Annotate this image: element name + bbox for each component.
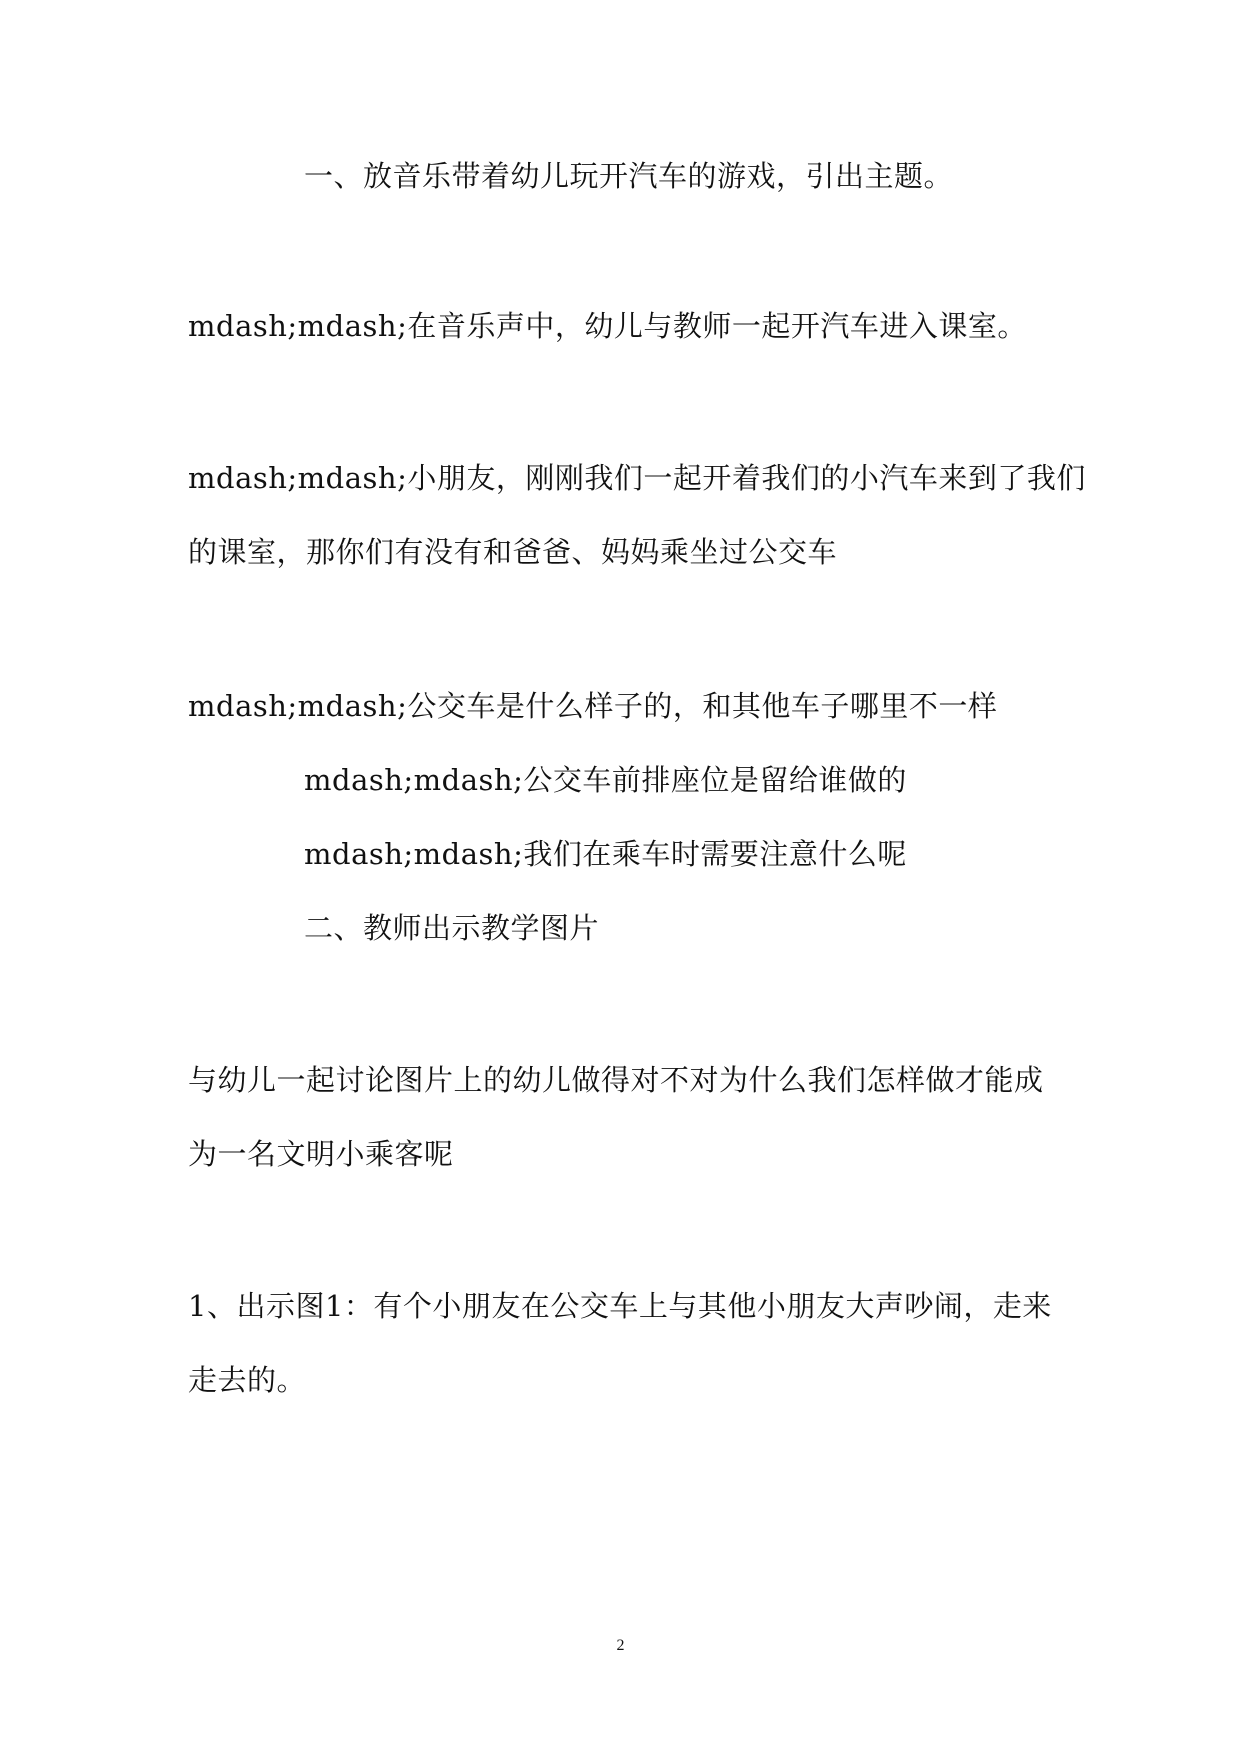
paragraph-line: mdash;mdash;我们在乘车时需要注意什么呢 — [304, 837, 907, 871]
heading-section-one: 一、放音乐带着幼儿玩开汽车的游戏，引出主题。 — [304, 159, 954, 193]
paragraph-line: 与幼儿一起讨论图片上的幼儿做得对不对为什么我们怎样做才能成 — [188, 1063, 1044, 1097]
page-number: 2 — [616, 1637, 625, 1654]
paragraph-line: 的课室，那你们有没有和爸爸、妈妈乘坐过公交车 — [188, 535, 838, 569]
paragraph-line: mdash;mdash;公交车是什么样子的，和其他车子哪里不一样 — [188, 689, 998, 723]
paragraph-line: mdash;mdash;小朋友，刚刚我们一起开着我们的小汽车来到了我们 — [188, 461, 1086, 495]
heading-section-two: 二、教师出示教学图片 — [304, 911, 600, 945]
paragraph-line: 1、出示图1：有个小朋友在公交车上与其他小朋友大声吵闹，走来 — [188, 1289, 1052, 1323]
paragraph-line: mdash;mdash;公交车前排座位是留给谁做的 — [304, 763, 907, 797]
paragraph-line: mdash;mdash;在音乐声中，幼儿与教师一起开汽车进入课室。 — [188, 309, 1027, 343]
paragraph-line: 为一名文明小乘客呢 — [188, 1137, 454, 1171]
paragraph-line: 走去的。 — [188, 1363, 307, 1397]
